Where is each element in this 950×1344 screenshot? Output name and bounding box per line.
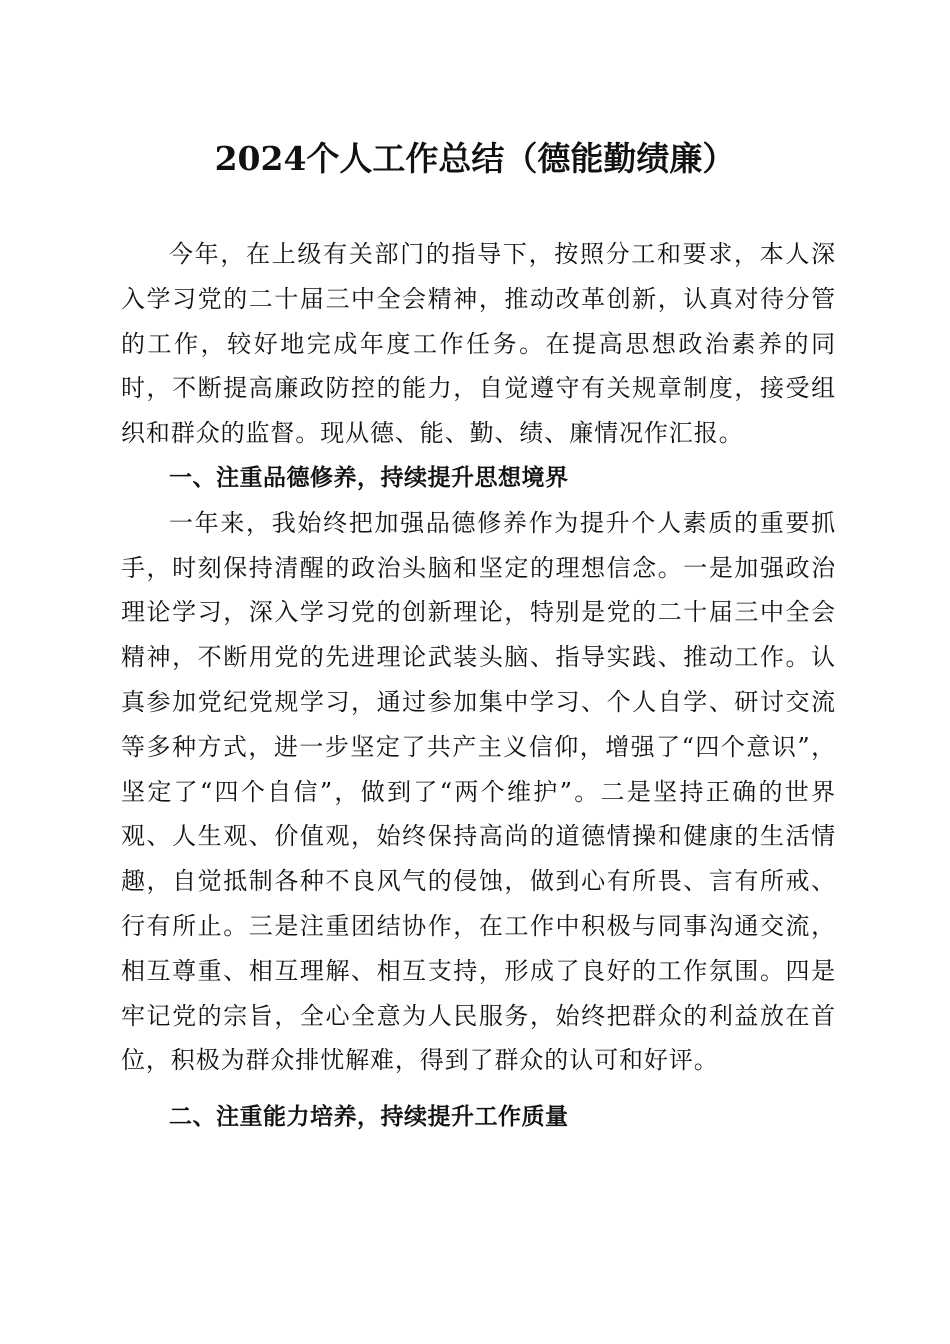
- section-heading-2: 二、注重能力培养，持续提升工作质量: [169, 1104, 569, 1131]
- document-body: [121, 232, 836, 1140]
- section-1-paragraph: 一年来，我始终把加强品德修养作为提升个人素质的重要抓手，时刻保持清醒的政治头脑和坚定的理想信念。一是加强政治理论学习，深入学习党的创新理论，特别是党的二十届三中全会精神，不断用党的先进理论武装头脑、指导实践、推动工作。认真参加党纪党规学习，通过参加集中学习、个人自学、研讨交流等多种方式，进一步坚定了共产主义信仰，增强了“四个意识”，坚定了“四个自信”，做到了“两个维护”。二是坚持正确的世界观、人生观、价值观，始终保持高尚的道德情操和健康的生活情趣，自觉抵制各种不良风气的侵蚀，做到心有所畏、言有所戒、行有所止。三是注重团结协作，在工作中积极与同事沟通交流，相互尊重、相互理解、相互支持，形成了良好的工作氛围。四是牢记党的宗旨，全心全意为人民服务，始终把群众的利益放在首位，积极为群众排忧解难，得到了群众的认可和好评。: [121, 508, 836, 1075]
- section-heading-1: 一、注重品德修养，持续提升思想境界: [169, 464, 569, 491]
- intro-paragraph: 今年，在上级有关部门的指导下，按照分工和要求，本人深入学习党的二十届三中全会精神，推动改革创新，认真对待分管的工作，较好地完成年度工作任务。在提高思想政治素养的同时，不断提高廉政防控的能力，自觉遵守有关规章制度，接受组织和群众的监督。现从德、能、勤、绩、廉情况作汇报。: [121, 240, 836, 448]
- document-title: 2024个人工作总结（德能勤绩廉）: [214, 139, 736, 178]
